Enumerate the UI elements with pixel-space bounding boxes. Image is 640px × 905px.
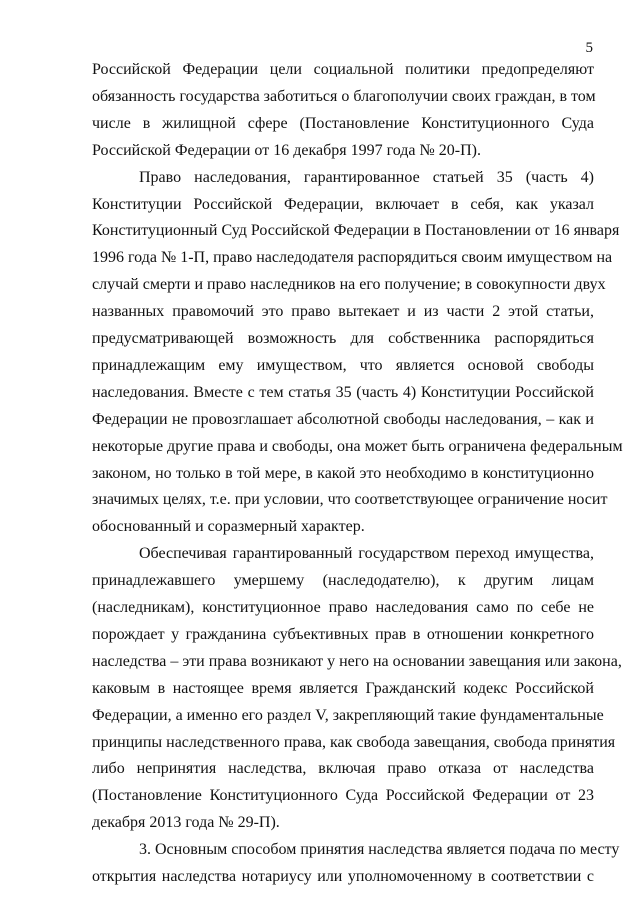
text-line: Российской Федерации от 16 декабря 1997 года № 20-П). bbox=[92, 141, 481, 159]
text-line: законом, но только в той мере, в какой это необходимо в конституционно bbox=[92, 464, 594, 482]
text-line: предусматривающей возможность для собственника распорядиться bbox=[92, 330, 594, 347]
text-line: принадлежащим ему имуществом, что является основой свободы bbox=[92, 356, 594, 374]
text-line: Российской Федерации цели социальной политики предопределяют bbox=[92, 61, 594, 78]
text-line: каковым в настоящее время является Гражданский кодекс Российской bbox=[92, 679, 594, 697]
text-line: Конституции Российской Федерации, включает в себя, как указал bbox=[92, 195, 594, 213]
text-line: некоторые другие права и свободы, она может быть ограничена федеральным bbox=[92, 437, 623, 455]
text-line: 3. Основным способом принятия наследства является подача по месту bbox=[139, 841, 620, 859]
text-line: наследования. Вместе с тем статья 35 (часть 4) Конституции Российской bbox=[92, 383, 594, 401]
text-line: декабря 2013 года № 29-П). bbox=[92, 814, 280, 832]
text-line: принципы наследственного права, как свобода завещания, свобода принятия bbox=[92, 733, 616, 751]
text-line: названных правомочий это право вытекает и из части 2 этой статьи, bbox=[92, 303, 594, 321]
text-line: либо непринятия наследства, включая право отказа от наследства bbox=[92, 760, 594, 778]
text-line: 1996 года № 1-П, право наследодателя распорядиться своим имуществом на bbox=[92, 249, 613, 267]
text-line: (наследникам), конституционное право наследования само по себе не bbox=[92, 599, 594, 616]
text-line: принадлежавшего умершему (наследодателю), к другим лицам bbox=[92, 572, 594, 590]
text-line: (Постановление Конституционного Суда Российской Федерации от 23 bbox=[92, 787, 594, 805]
text-line: Федерации, а именно его раздел V, закрепляющий такие фундаментальные bbox=[92, 706, 604, 724]
text-line: значимых целях, т.е. при условии, что соответствующее ограничение носит bbox=[92, 491, 608, 509]
page-number: 5 bbox=[585, 40, 593, 56]
text-line: числе в жилищной сфере (Постановление Конституционного Суда bbox=[92, 114, 594, 132]
text-line: Федерации не провозглашает абсолютной свободы наследования, – как и bbox=[92, 410, 594, 428]
text-line: Обеспечивая гарантированный государством переход имущества, bbox=[139, 545, 594, 563]
text-line: обязанность государства заботиться о благополучии своих граждан, в том bbox=[92, 87, 596, 105]
text-line: наследства – эти права возникают у него на основании завещания или закона, bbox=[92, 652, 622, 670]
text-line: обоснованный и соразмерный характер. bbox=[92, 518, 365, 536]
text-line: порождает у гражданина субъективных прав в отношении конкретного bbox=[92, 625, 594, 643]
text-line: Конституционный Суд Российской Федерации в Постановлении от 16 января bbox=[92, 222, 620, 240]
text-line: Право наследования, гарантированное статьей 35 (часть 4) bbox=[139, 168, 594, 186]
text-line: открытия наследства нотариусу или уполномоченному в соответствии с bbox=[92, 868, 594, 885]
text-line: случай смерти и право наследников на его получение; в совокупности двух bbox=[92, 276, 606, 294]
